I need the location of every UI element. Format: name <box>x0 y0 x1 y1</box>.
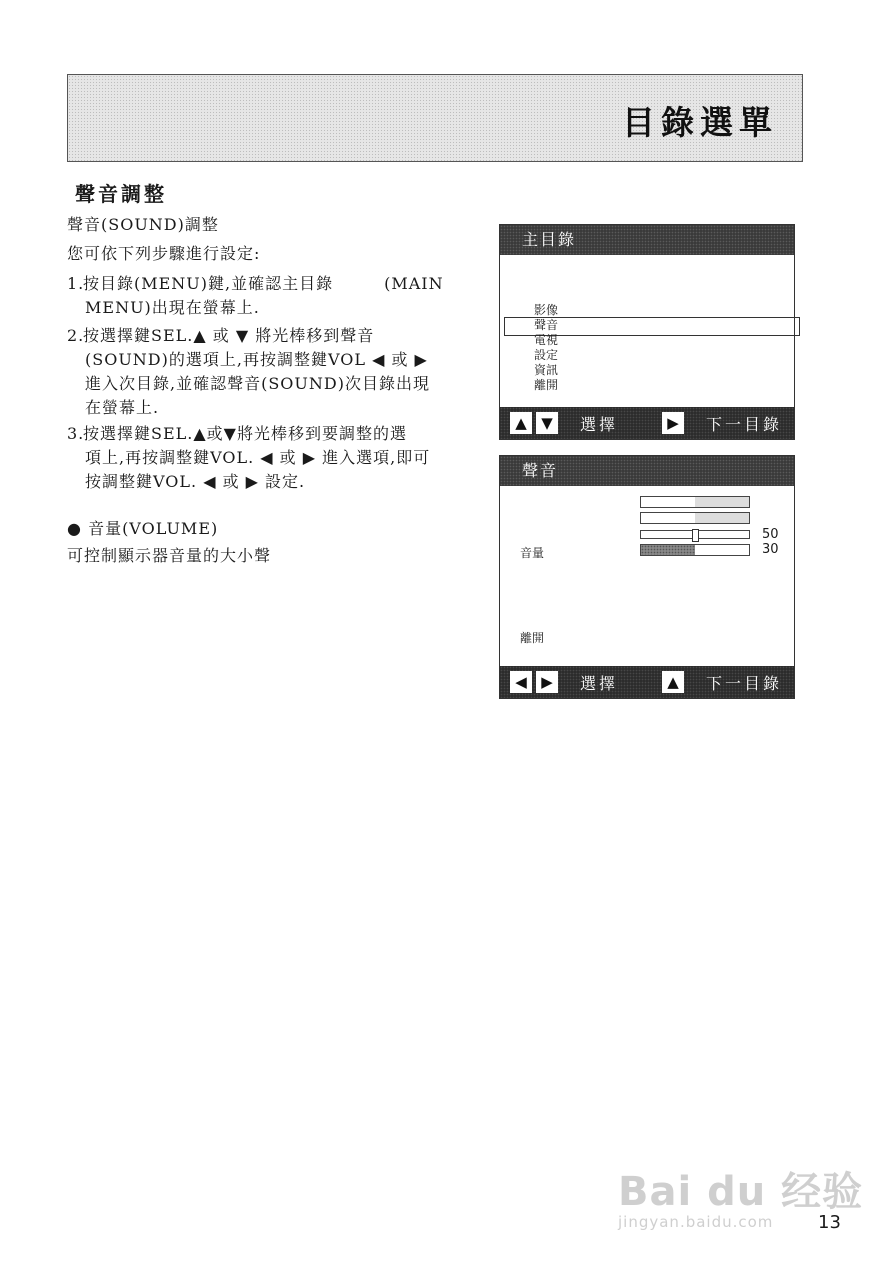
step-text: 按選擇鍵SEL.▲ 或 ▼ 將光棒移到聲音 <box>83 326 375 345</box>
intro-line-2: 您可依下列步驟進行設定: <box>67 244 261 263</box>
exit-label[interactable]: 離開 <box>520 631 545 645</box>
volume-heading: 音量(VOLUME) <box>88 519 219 538</box>
volume-label[interactable]: 音量 <box>520 546 545 560</box>
menu-item-picture[interactable]: 影像 <box>534 303 559 317</box>
menu-item-info[interactable]: 資訊 <box>534 363 559 377</box>
step-number: 3. <box>67 424 85 443</box>
step-number: 2. <box>67 326 85 345</box>
empty-bar-1 <box>640 496 750 508</box>
footer-select-label: 選擇 <box>580 415 619 434</box>
up-arrow-icon: ▲ <box>510 412 532 434</box>
step-text: 按調整鍵VOL. ◀ 或 ▶ 設定. <box>85 472 306 491</box>
right-arrow-icon: ▶ <box>662 412 684 434</box>
empty-bar-2 <box>640 512 750 524</box>
volume-description: 可控制顯示器音量的大小聲 <box>67 546 272 565</box>
volume-value: 30 <box>762 542 779 557</box>
footer-next-label: 下一目錄 <box>706 674 783 693</box>
step-2 <box>67 324 477 420</box>
menu-item-exit[interactable]: 離開 <box>534 378 559 392</box>
step-text: 按選擇鍵SEL.▲或▼將光棒移到要調整的選 <box>83 424 407 443</box>
watermark-brand: Bai du 经验 <box>618 1169 864 1215</box>
menu-item-setup[interactable]: 設定 <box>534 348 559 362</box>
watermark-url: jingyan.baidu.com <box>618 1213 774 1231</box>
osd-sound-body <box>500 486 794 666</box>
osd-title: 聲音 <box>500 456 794 486</box>
slider-value: 50 <box>762 527 779 542</box>
step-text: MENU)出現在螢幕上. <box>85 298 260 317</box>
balance-slider[interactable] <box>640 530 750 539</box>
footer-select-label: 選擇 <box>580 674 619 693</box>
volume-bar[interactable] <box>640 544 750 556</box>
step-text: 項上,再按調整鍵VOL. ◀ 或 ▶ 進入選項,即可 <box>85 448 431 467</box>
step-1 <box>67 272 477 320</box>
main-menu-osd <box>499 224 795 440</box>
step-text: 進入次目錄,並確認聲音(SOUND)次目錄出現 <box>85 374 430 393</box>
bar-rest <box>695 513 749 523</box>
menu-item-sound[interactable]: 聲音 <box>534 318 559 332</box>
osd-menu-body <box>500 255 794 407</box>
intro-line-1: 聲音(SOUND)調整 <box>67 215 219 234</box>
volume-heading-row <box>67 518 218 540</box>
down-arrow-icon: ▼ <box>536 412 558 434</box>
step-text: 按目錄(MENU)鍵,並確認主目錄 (MAIN <box>83 274 444 293</box>
page-number: 13 <box>818 1212 841 1233</box>
footer-next-label: 下一目錄 <box>706 415 783 434</box>
step-3 <box>67 422 477 494</box>
osd-footer <box>500 666 794 698</box>
volume-bar-fill <box>641 545 695 555</box>
menu-item-tv[interactable]: 電視 <box>534 333 559 347</box>
right-arrow-icon: ▶ <box>536 671 558 693</box>
bullet-icon: ● <box>67 519 82 538</box>
bar-rest <box>695 497 749 507</box>
page-title: 目錄選單 <box>622 103 778 142</box>
osd-footer <box>500 407 794 439</box>
header-banner <box>67 74 803 162</box>
section-heading: 聲音調整 <box>75 182 167 206</box>
step-number: 1. <box>67 274 85 293</box>
step-text: (SOUND)的選項上,再按調整鍵VOL ◀ 或 ▶ <box>85 350 428 369</box>
left-arrow-icon: ◀ <box>510 671 532 693</box>
step-text: 在螢幕上. <box>85 398 160 417</box>
osd-title: 主目錄 <box>500 225 794 255</box>
sound-osd <box>499 455 795 699</box>
up-arrow-icon: ▲ <box>662 671 684 693</box>
slider-knob[interactable] <box>692 529 699 542</box>
